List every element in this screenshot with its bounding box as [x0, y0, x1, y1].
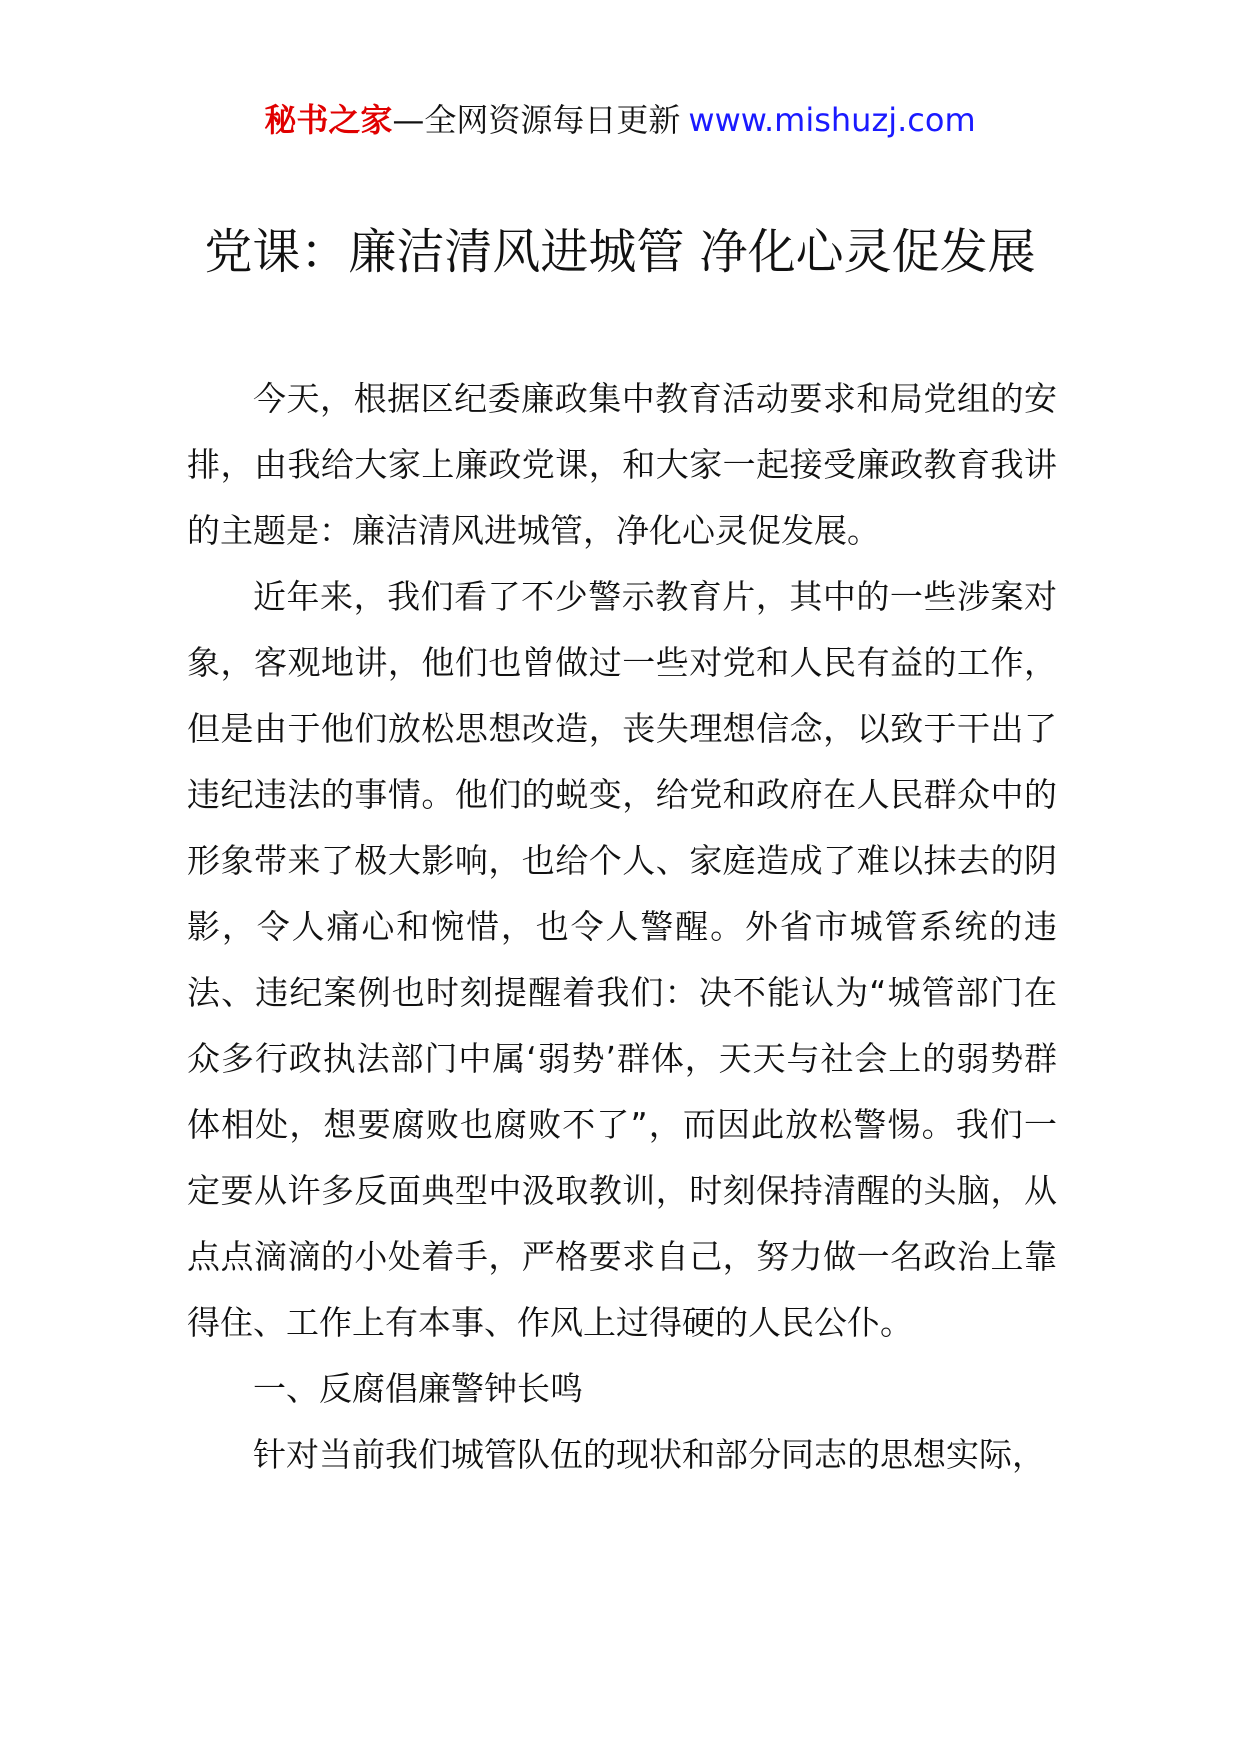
site-url-link[interactable]: www.mishuzj.com — [688, 101, 976, 139]
document-title: 党课：廉洁清风进城管 净化心灵促发展 — [204, 224, 1036, 280]
site-header — [0, 98, 1240, 142]
site-tagline: —全网资源每日更新 — [392, 101, 681, 139]
paragraph-intro: 今天，根据区纪委廉政集中教育活动要求和局党组的安排，由我给大家上廉政党课，和大家一起接受廉政教育我讲的主题是：廉洁清风进城管，净化心灵促发展。 — [187, 379, 1057, 550]
paragraph-last: 针对当前我们城管队伍的现状和部分同志的思想实际， — [253, 1435, 1045, 1474]
section-heading: 一、反腐倡廉警钟长鸣 — [253, 1369, 583, 1408]
site-brand: 秘书之家 — [264, 101, 393, 139]
document-body — [187, 366, 1057, 1488]
paragraph-warning: 近年来，我们看了不少警示教育片，其中的一些涉案对象，客观地讲，他们也曾做过一些对党和人民有益的工作，但是由于他们放松思想改造，丧失理想信念，以致于干出了违纪违法的事情。他们的蜕变，给党和政府在人民群众中的形象带来了极大影响，也给个人、家庭造成了难以抹去的阴影，令人痛心和惋惜，也令人警醒。外省市城管系统的违法、违纪案例也时刻提醒着我们：决不能认为“城管部门在众多行政执法部门中属‘弱势’群体，天天与社会上的弱势群体相处，想要腐败也腐败不了”，而因此放松警惕。我们一定要从许多反面典型中汲取教训，时刻保持清醒的头脑，从点点滴滴的小处着手，严格要求自己，努力做一名政治上靠得住、工作上有本事、作风上过得硬的人民公仆。 — [187, 577, 1057, 1342]
